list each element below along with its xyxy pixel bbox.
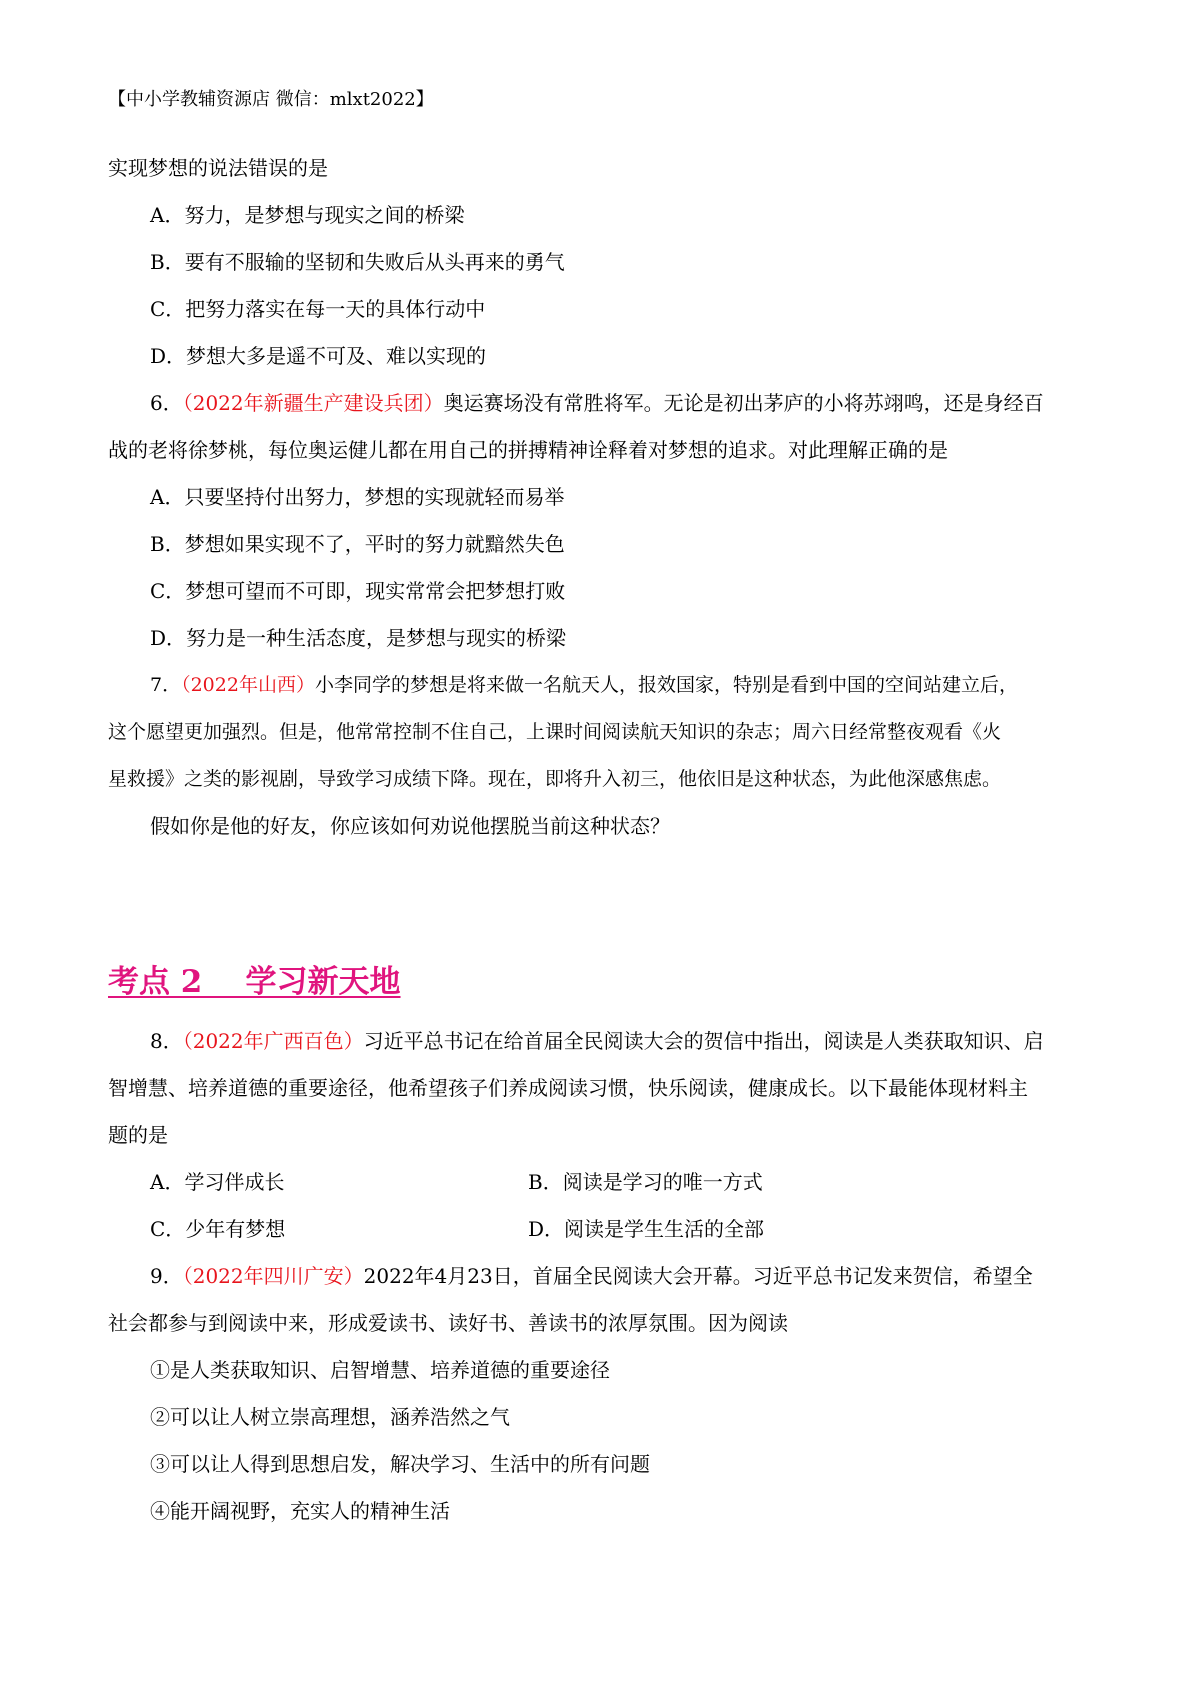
- q8-source: （2022年广西百色）: [182, 1029, 364, 1053]
- q8-line-3: 题的是: [108, 1123, 168, 1147]
- q9-text-1: 2022年4月23日，首届全民阅读大会开幕。习近平总书记发来贺信，希望全: [363, 1264, 1033, 1288]
- q5-option-c: C．把努力落实在每一天的具体行动中: [150, 297, 486, 321]
- q8-option-row-2: [0, 1215, 1200, 1243]
- q9-item-2: ②可以让人树立崇高理想，涵养浩然之气: [150, 1405, 510, 1429]
- q8-option-b: B．阅读是学习的唯一方式: [528, 1170, 763, 1194]
- q9-source: （2022年四川广安）: [182, 1264, 364, 1288]
- q8-line-2: 智增慧、培养道德的重要途径，他希望孩子们养成阅读习惯，快乐阅读，健康成长。以下最能体现材料主: [108, 1076, 1028, 1100]
- q7-line-2: 这个愿望更加强烈。但是，他常常控制不住自己，上课时间阅读航天知识的杂志；周六日经常整夜观看《火: [108, 721, 1002, 743]
- q7-line-1: [0, 671, 1200, 699]
- q9-number: 9．: [150, 1264, 183, 1288]
- q5-stem: 实现梦想的说法错误的是: [108, 156, 328, 180]
- q5-option-b: B．要有不服输的坚韧和失败后从头再来的勇气: [150, 250, 565, 274]
- q6-option-a: A．只要坚持付出努力，梦想的实现就轻而易举: [150, 485, 565, 509]
- q7-number: 7．: [150, 674, 182, 696]
- q6-line-1: [0, 389, 1200, 417]
- q6-option-d: D．努力是一种生活态度，是梦想与现实的桥梁: [150, 626, 567, 650]
- q8-text-1: 习近平总书记在给首届全民阅读大会的贺信中指出，阅读是人类获取知识、启: [363, 1029, 1044, 1053]
- page-header: 【中小学教辅资源店 微信：mlxt2022】: [108, 89, 434, 110]
- q8-option-a: A．学习伴成长: [150, 1170, 285, 1194]
- q6-number: 6．: [150, 391, 183, 415]
- q6-option-b: B．梦想如果实现不了，平时的努力就黯然失色: [150, 532, 565, 556]
- q7-text-1: 小李同学的梦想是将来做一名航天人，报效国家，特别是看到中国的空间站建立后，: [314, 674, 1018, 696]
- q8-option-d: D．阅读是学生生活的全部: [528, 1217, 765, 1241]
- q7-line-3: 星救援》之类的影视剧，导致学习成绩下降。现在，即将升入初三，他依旧是这种状态，为此他深感焦虑。: [108, 768, 1002, 790]
- section-title: 考点 2 学习新天地: [108, 964, 401, 1000]
- q9-item-4: ④能开阔视野，充实人的精神生活: [150, 1499, 450, 1523]
- q6-line-2: 战的老将徐梦桃，每位奥运健儿都在用自己的拼搏精神诠释着对梦想的追求。对此理解正确的是: [108, 438, 948, 462]
- q6-option-c: C．梦想可望而不可即，现实常常会把梦想打败: [150, 579, 566, 603]
- q9-item-3: ③可以让人得到思想启发，解决学习、生活中的所有问题: [150, 1452, 650, 1476]
- q7-question: 假如你是他的好友，你应该如何劝说他摆脱当前这种状态？: [150, 814, 670, 838]
- q9-line-2: 社会都参与到阅读中来，形成爱读书、读好书、善读书的浓厚氛围。因为阅读: [108, 1311, 788, 1335]
- q8-option-c: C．少年有梦想: [150, 1217, 286, 1241]
- q5-option-d: D．梦想大多是遥不可及、难以实现的: [150, 344, 487, 368]
- q6-source: （2022年新疆生产建设兵团）: [182, 391, 444, 415]
- q8-number: 8．: [150, 1029, 183, 1053]
- q8-line-1: [0, 1027, 1200, 1055]
- q7-source: （2022年山西）: [181, 674, 315, 696]
- q6-text-1: 奥运赛场没有常胜将军。无论是初出茅庐的小将苏翊鸣，还是身经百: [443, 391, 1044, 415]
- q5-option-a: A．努力，是梦想与现实之间的桥梁: [150, 203, 465, 227]
- q9-line-1: [0, 1262, 1200, 1290]
- q8-option-row-1: [0, 1168, 1200, 1196]
- q9-item-1: ①是人类获取知识、启智增慧、培养道德的重要途径: [150, 1358, 610, 1382]
